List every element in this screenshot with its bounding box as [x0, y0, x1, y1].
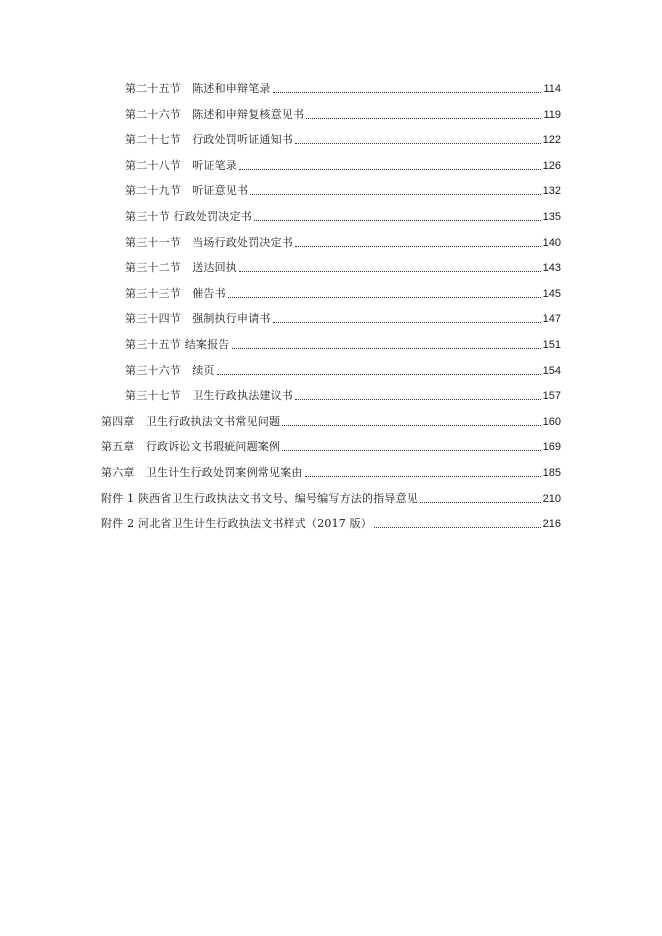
toc-dot-leader: [420, 501, 541, 503]
toc-entry-label: 附件 2 河北省卫生计生行政执法文书样式（2017 版）: [101, 517, 373, 531]
toc-entry-label: 第四章 卫生行政执法文书常见问题: [101, 414, 281, 428]
toc-page-number: 151: [542, 339, 561, 351]
toc-entry[interactable]: [125, 283, 561, 301]
toc-entry[interactable]: [125, 385, 561, 403]
toc-dot-leader: [254, 219, 541, 221]
toc-page-number: 122: [542, 134, 561, 147]
toc-entry[interactable]: [101, 513, 561, 531]
toc-page-number: 169: [542, 441, 561, 454]
toc-entry[interactable]: [101, 411, 561, 429]
toc-page-number: 216: [542, 518, 561, 531]
toc-dot-leader: [295, 142, 541, 144]
toc-entry[interactable]: [125, 334, 561, 352]
toc-dot-leader: [282, 449, 540, 451]
toc-entry-label: 第三十三节 催告书: [125, 286, 226, 300]
toc-entry-label: 第二十五节 陈述和申辩笔录: [125, 82, 271, 95]
toc-page-number: 119: [543, 108, 561, 121]
toc-entry[interactable]: [125, 180, 561, 198]
toc-dot-leader: [217, 373, 541, 375]
toc-entry[interactable]: [101, 488, 561, 506]
toc-entry[interactable]: [101, 462, 561, 480]
toc-page-number: 114: [543, 83, 561, 95]
toc-page-number: 132: [542, 185, 561, 198]
toc-dot-leader: [282, 424, 540, 426]
toc-dot-leader: [305, 475, 541, 477]
toc-page-number: 160: [542, 415, 561, 428]
toc-page-number: 126: [542, 159, 561, 172]
toc-entry-label: 第三十节 行政处罚决定书: [125, 210, 252, 223]
toc-entry-label: 第六章 卫生计生行政处罚案例常见案由: [101, 466, 303, 479]
toc-entry[interactable]: [125, 257, 561, 275]
toc-dot-leader: [295, 398, 541, 400]
toc-entry-label: 第二十六节 陈述和申辩复核意见书: [125, 107, 305, 121]
toc-entry-label: 附件 1 陕西省卫生行政执法文书文号、编号编写方法的指导意见: [101, 491, 418, 505]
toc-entry-label: 第二十七节 行政处罚听证通知书: [125, 133, 293, 147]
toc-entry[interactable]: [125, 78, 561, 96]
toc-entry-label: 第三十六节 续页: [125, 363, 215, 377]
toc-dot-leader: [232, 347, 541, 349]
toc-entry[interactable]: [125, 308, 561, 326]
toc-entry-label: 第三十一节 当场行政处罚决定书: [125, 235, 293, 249]
toc-dot-leader: [295, 245, 541, 247]
toc-entry-label: 第二十九节 听证意见书: [125, 184, 249, 198]
toc-page-number: 157: [542, 390, 561, 403]
toc-entry-label: 第三十七节 卫生行政执法建议书: [125, 389, 293, 403]
toc-entry[interactable]: [125, 104, 561, 122]
toc-entry[interactable]: [125, 206, 561, 224]
toc-page-number: 147: [542, 313, 561, 326]
toc-page-number: 135: [542, 211, 561, 223]
toc-dot-leader: [239, 270, 541, 272]
toc-page-number: 154: [542, 364, 561, 377]
toc-entry[interactable]: [125, 360, 561, 378]
toc-dot-leader: [273, 91, 542, 93]
toc-entry-label: 第五章 行政诉讼文书瑕疵问题案例: [101, 440, 281, 454]
toc-dot-leader: [239, 168, 541, 170]
toc-page-number: 185: [542, 467, 561, 479]
toc-dot-leader: [273, 321, 541, 323]
toc-entry[interactable]: [125, 155, 561, 173]
toc-dot-leader: [228, 296, 541, 298]
toc-dot-leader: [374, 526, 541, 528]
toc-page-number: 145: [542, 287, 561, 300]
toc-entry[interactable]: [125, 232, 561, 250]
toc-page-number: 143: [542, 262, 561, 275]
toc-entry-label: 第三十五节 结案报告: [125, 338, 230, 351]
toc-entry[interactable]: [125, 129, 561, 147]
toc-entry-label: 第三十四节 强制执行申请书: [125, 312, 271, 326]
toc-entry-label: 第二十八节 听证笔录: [125, 158, 237, 172]
toc-page-number: 140: [542, 236, 561, 249]
toc-dot-leader: [250, 193, 540, 195]
toc-page-number: 210: [542, 492, 561, 505]
toc-entry[interactable]: [101, 436, 561, 454]
toc-dot-leader: [306, 117, 541, 119]
toc-entry-label: 第三十二节 送达回执: [125, 261, 237, 275]
